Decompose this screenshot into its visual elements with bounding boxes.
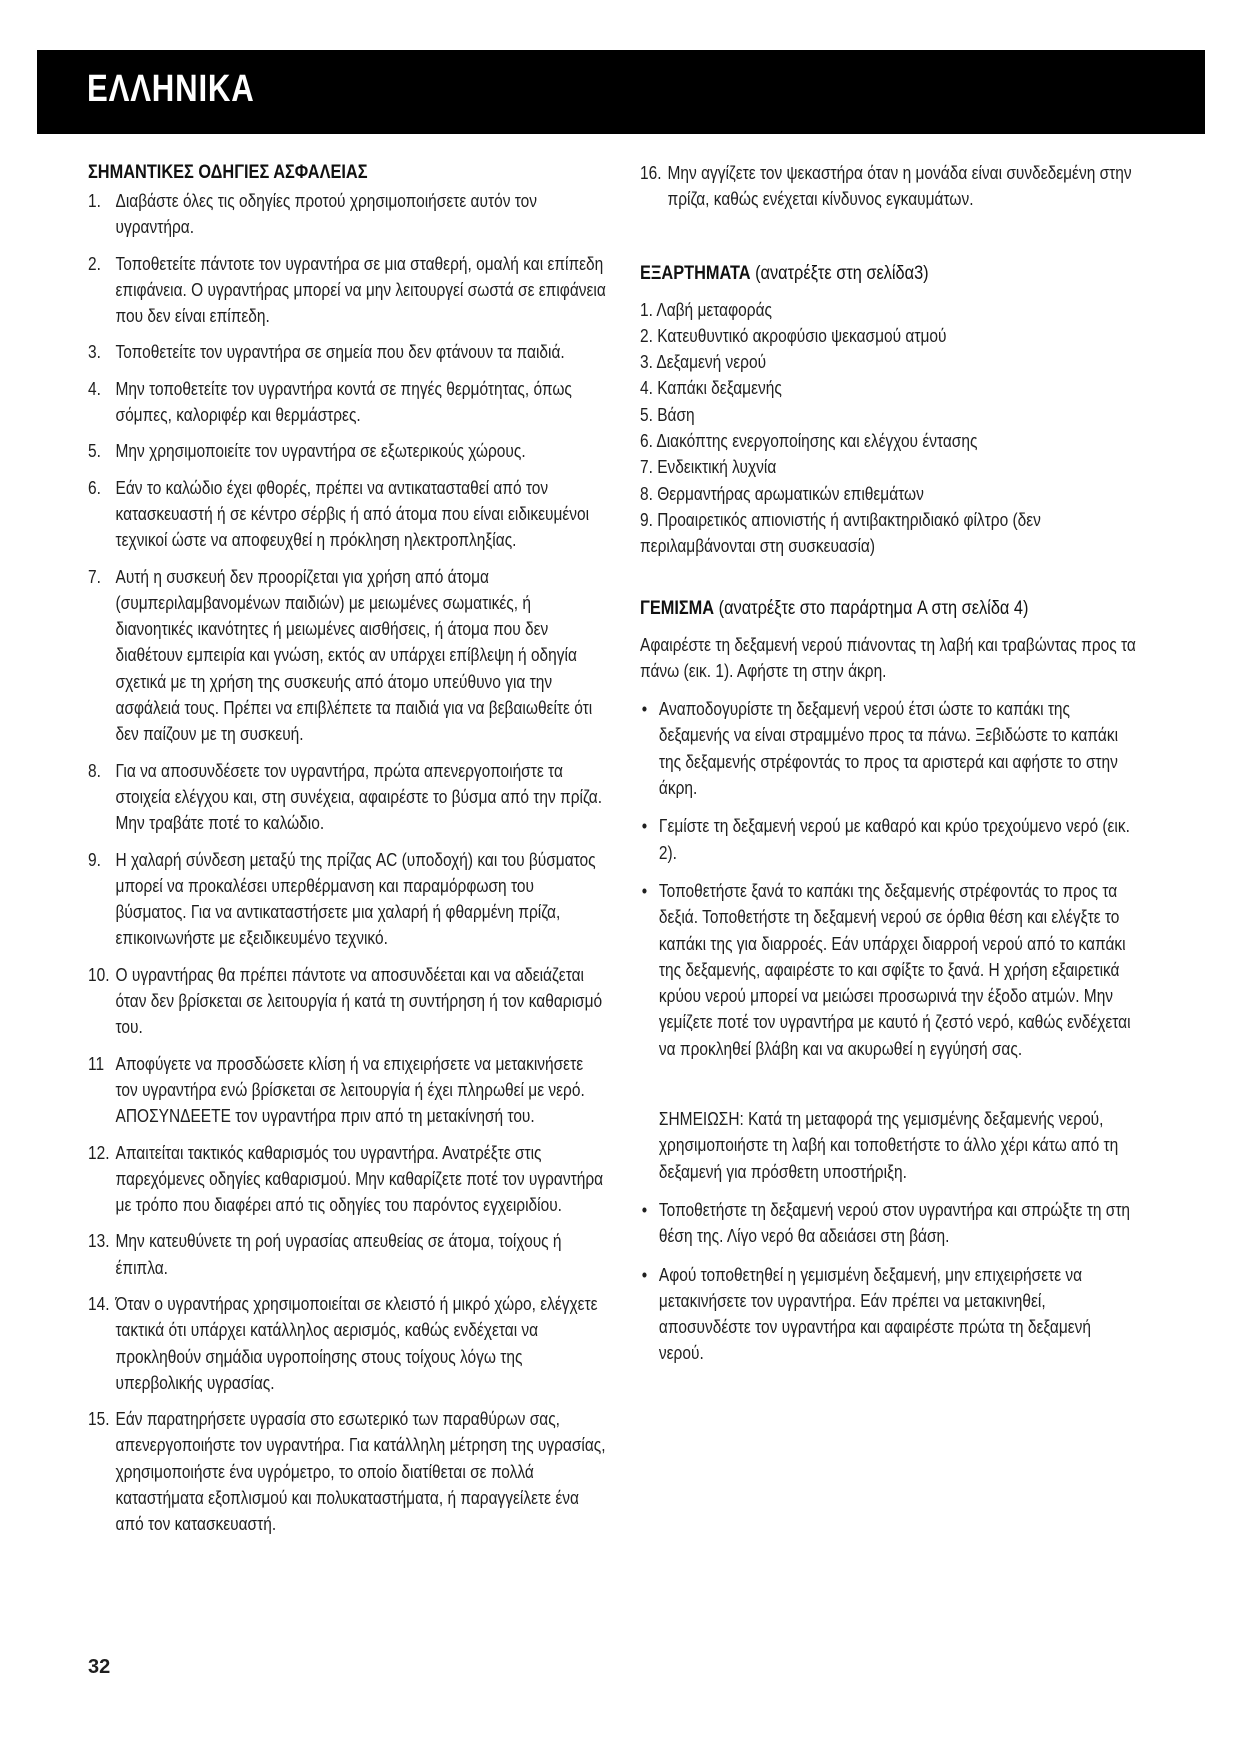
item-number: 9. (88, 849, 101, 870)
item-text: Τοποθετείτε τον υγραντήρα σε σημεία που δεν φτάνουν τα παιδιά. (115, 342, 565, 363)
item-number: 12. (88, 1142, 110, 1163)
item-number: 13. (88, 1231, 110, 1252)
right-column (640, 160, 1140, 1379)
filling-heading-title: ΓΕΜΙΣΜΑ (640, 597, 715, 619)
item-text: Μην αγγίζετε τον ψεκαστήρα όταν η μονάδα είναι συνδεδεμένη στην πρίζα, καθώς ενέχεται κίνδυνος εγκαυμάτων. (667, 163, 1132, 210)
parts-list (640, 297, 1139, 560)
bullet-icon: • (641, 816, 648, 837)
item-number: 1. (88, 191, 101, 211)
bullet-icon: • (641, 880, 648, 901)
filling-heading (640, 596, 1139, 622)
item-number: 3. (88, 342, 101, 363)
parts-heading-note: (ανατρέξτε στη σελίδα3) (755, 262, 929, 284)
item-text: Μην χρησιμοποιείτε τον υγραντήρα σε εξωτερικούς χώρους. (115, 441, 526, 462)
filling-heading-note: (ανατρέξτε στο παράρτημα A στη σελίδα 4) (718, 597, 1029, 619)
item-text: Μην τοποθετείτε τον υγραντήρα κοντά σε πηγές θερμότητας, όπως σόμπες, καλοριφέρ και θερμάστρες. (115, 378, 572, 426)
safety-item (88, 438, 607, 464)
safety-item (88, 1406, 607, 1537)
filling-step (640, 813, 1139, 866)
item-text: Εάν παρατηρήσετε υγρασία στο εσωτερικό των παραθύρων σας, απενεργοποιήστε τον υγραντήρα. Για κατάλληλη μέτρηση της υγρασίας, χρησιμοποιήστε ένα υγρόμετρο, το οποίο διατίθεται σε πολλά καταστήματα εξοπλισμού και πολυκαταστήματα, ή παραγγείλετε ένα από τον κατασκευαστή. (115, 1409, 606, 1535)
parts-item: 2. Κατευθυντικό ακροφύσιο ψεκασμού ατμού (640, 325, 947, 346)
language-title: ΕΛΛΗΝΙΚΑ (87, 68, 255, 110)
item-number: 15. (88, 1409, 110, 1430)
filling-step (640, 1262, 1139, 1367)
parts-item: 3. Δεξαμενή νερού (640, 352, 767, 373)
filling-step-text: Αναποδογυρίστε τη δεξαμενή νερού έτσι ώστε το καπάκι της δεξαμενής να είναι στραμμένο προς τα πάνω. Ξεβιδώστε το καπάκι της δεξαμενής στρέφοντάς το προς τα αριστερά και αφήστε το στην άκρη. (658, 699, 1119, 799)
safety-item (88, 564, 607, 748)
filling-step-text: Τοποθετήστε ξανά το καπάκι της δεξαμενής στρέφοντάς το προς τα δεξιά. Τοποθετήστε τη δεξαμενή νερού σε όρθια θέση και ελέγξτε το καπάκι της για διαρροές. Εάν υπάρχει διαρροή νερού από το καπάκι της δεξαμενής, αφαιρέστε το και σφίξτε το ξανά. Η χρήση εξαιρετικά κρύου νερού μπορεί να μειώσει προσωρινά την έξοδο ατμών. Μην γεμίζετε ποτέ τον υγραντήρα με καυτό ή ζεστό νερό, καθώς ενδέχεται να προκληθεί βλάβη και να ακυρωθεί η εγγύησή σας. (658, 880, 1131, 1059)
item-text: Η χαλαρή σύνδεση μεταξύ της πρίζας AC (υποδοχή) και του βύσματος μπορεί να προκαλέσει υπερθέρμανση και παραμόρφωση του βύσματος. Για να αντικαταστήσετε μια χαλαρή ή φθαρμένη πρίζα, επικοινωνήστε με εξειδικευμένο τεχνικό. (115, 849, 596, 949)
safety-item (88, 1291, 607, 1396)
item-number: 10. (88, 964, 110, 985)
item-number: 7. (88, 566, 101, 587)
parts-heading-title: ΕΞΑΡΤΗΜΑΤΑ (640, 262, 751, 284)
filling-step-text: Γεμίστε τη δεξαμενή νερού με καθαρό και κρύο τρεχούμενο νερό (εικ. 2). (658, 816, 1130, 863)
safety-item (88, 475, 607, 554)
item-text: Εάν το καλώδιο έχει φθορές, πρέπει να αντικατασταθεί από τον κατασκευαστή ή σε κέντρο σέρβις ή από άτομα που είναι ειδικευμένοι τεχνικοί ώστε να αποφευχθεί η πρόκληση ηλεκτροπληξίας. (115, 477, 590, 551)
safety-item (88, 1051, 607, 1130)
safety-item (88, 188, 607, 241)
item-text: Αποφύγετε να προσδώσετε κλίση ή να επιχειρήσετε να μετακινήσετε τον υγραντήρα ενώ βρίσκεται σε λειτουργία ή έχει πληρωθεί με νερό. ΑΠΟΣΥΝΔΕΕΤΕ τον υγραντήρα πριν από τη μετακίνησή του. (115, 1053, 585, 1127)
parts-heading (640, 261, 1139, 287)
parts-item: 6. Διακόπτης ενεργοποίησης και ελέγχου έντασης (640, 431, 978, 452)
item-number: 6. (88, 477, 101, 498)
filling-steps (640, 696, 1139, 1062)
item-number: 5. (88, 441, 101, 462)
safety-list-continued (640, 160, 1139, 213)
safety-item (88, 847, 607, 952)
filling-intro: Αφαιρέστε τη δεξαμενή νερού πιάνοντας τη λαβή και τραβώντας προς τα πάνω (εικ. 1). Αφήστε τη στην άκρη. (640, 634, 1136, 681)
item-number: 8. (88, 760, 101, 781)
parts-item: 8. Θερμαντήρας αρωματικών επιθεμάτων (640, 483, 924, 504)
safety-item (88, 251, 607, 330)
item-text: Διαβάστε όλες τις οδηγίες προτού χρησιμοποιήσετε αυτόν τον υγραντήρα. (115, 191, 537, 238)
safety-list (88, 188, 607, 1538)
bullet-icon: • (641, 1264, 648, 1285)
item-text: Ο υγραντήρας θα πρέπει πάντοτε να αποσυνδέεται και να αδειάζεται όταν δεν βρίσκεται σε λειτουργία ή κατά τη συντήρηση ή τον καθαρισμό του. (115, 964, 603, 1038)
item-number: 4. (88, 378, 101, 399)
bullet-icon: • (641, 699, 648, 720)
item-number: 14. (88, 1293, 110, 1314)
safety-item (640, 160, 1139, 213)
parts-item: 1. Λαβή μεταφοράς (640, 299, 772, 320)
filling-step (640, 878, 1139, 1062)
safety-heading: ΣΗΜΑΝΤΙΚΕΣ ΟΔΗΓΙΕΣ ΑΣΦΑΛΕΙΑΣ (88, 162, 368, 183)
filling-note: ΣΗΜΕΙΩΣΗ: Κατά τη μεταφορά της γεμισμένης δεξαμενής νερού, χρησιμοποιήστε τη λαβή και τοποθετήστε το άλλο χέρι κάτω από τη δεξαμενή για πρόσθετη υποστήριξη. (658, 1109, 1119, 1182)
bullet-icon: • (641, 1199, 648, 1220)
safety-item (88, 339, 607, 365)
page-number: 32 (88, 1656, 111, 1678)
filling-step-text: Τοποθετήστε τη δεξαμενή νερού στον υγραντήρα και σπρώξτε τη στη θέση της. Λίγο νερό θα αδειάσει στη βάση. (658, 1199, 1131, 1247)
safety-item (88, 758, 607, 837)
filling-steps-final (640, 1197, 1139, 1367)
safety-item (88, 376, 607, 429)
filling-step-text: Αφού τοποθετηθεί η γεμισμένη δεξαμενή, μην επιχειρήσετε να μετακινήσετε τον υγραντήρα. Εάν πρέπει να μετακινηθεί, αποσυνδέστε τον υγραντήρα και αφαιρέστε πρώτα τη δεξαμενή νερού. (658, 1264, 1091, 1364)
filling-step (640, 696, 1139, 801)
parts-item: 9. Προαιρετικός απιονιστής ή αντιβακτηριδιακό φίλτρο (δεν περιλαμβάνονται στη συσκευασία) (640, 509, 1041, 557)
parts-item: 5. Βάση (640, 404, 695, 425)
item-number: 2. (88, 253, 101, 274)
parts-item: 7. Ενδεικτική λυχνία (640, 457, 777, 478)
safety-item (88, 962, 607, 1041)
parts-item: 4. Καπάκι δεξαμενής (640, 378, 782, 399)
left-column (88, 160, 608, 1548)
language-banner (37, 50, 1205, 134)
item-text: Όταν ο υγραντήρας χρησιμοποιείται σε κλειστό ή μικρό χώρο, ελέγχετε τακτικά ότι υπάρχει κατάλληλος αερισμός, καθώς ενδέχεται να προκληθούν σημάδια υγροποίησης στους τοίχους λόγω της υπερβολικής υγρασίας. (115, 1293, 598, 1393)
safety-item (88, 1140, 607, 1219)
item-number: 11 (88, 1053, 105, 1074)
item-text: Τοποθετείτε πάντοτε τον υγραντήρα σε μια σταθερή, ομαλή και επίπεδη επιφάνεια. Ο υγραντήρας μπορεί να μην λειτουργεί σωστά σε επιφάνεια που δεν είναι επίπεδη. (115, 253, 606, 327)
item-text: Για να αποσυνδέσετε τον υγραντήρα, πρώτα απενεργοποιήστε τα στοιχεία ελέγχου και, στη συνέχεια, αφαιρέστε το βύσμα από την πρίζα. Μην τραβάτε ποτέ το καλώδιο. (115, 760, 603, 834)
item-text: Απαιτείται τακτικός καθαρισμός του υγραντήρα. Ανατρέξτε στις παρεχόμενες οδηγίες καθαρισμού. Μην καθαρίζετε ποτέ τον υγραντήρα με τρόπο που διαφέρει από τις οδηγίες του παρόντος εγχειριδίου. (115, 1142, 604, 1216)
item-text: Αυτή η συσκευή δεν προορίζεται για χρήση από άτομα (συμπεριλαμβανομένων παιδιών) με μειωμένες σωματικές, ή διανοητικές ικανότητες ή μειωμένες αισθήσεις, ή άτομα που δεν διαθέτουν εμπειρία και γνώση, εκτός αν υπάρχει επίβλεψη ή οδηγία σχετικά με τη χρήση της συσκευής από άτομο υπεύθυνο για την ασφάλειά τους. Πρέπει να επιβλέπετε τα παιδιά για να βεβαιωθείτε ότι δεν παίζουν με τη συσκευή. (115, 566, 593, 745)
item-number: 16. (640, 163, 662, 183)
item-text: Μην κατευθύνετε τη ροή υγρασίας απευθείας σε άτομα, τοίχους ή έπιπλα. (115, 1231, 562, 1278)
filling-step (640, 1197, 1139, 1250)
safety-item (88, 1228, 607, 1281)
